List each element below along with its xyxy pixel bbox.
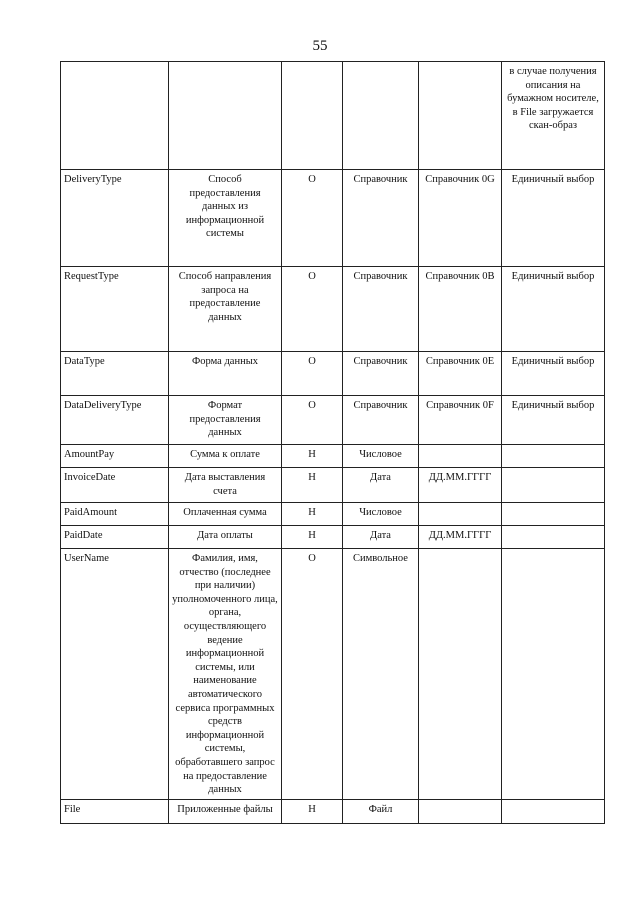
field-name-cell: PaidAmount [61,503,169,526]
field-format-cell: ДД.ММ.ГГГГ [419,526,502,549]
field-description-cell: Оплаченная сумма [169,503,282,526]
field-type-cell: Дата [343,526,419,549]
field-type-cell: Числовое [343,503,419,526]
field-description-cell: Способ предоставления данных из информационной системы [169,170,282,267]
table-row [61,396,605,445]
field-type-cell: Дата [343,468,419,503]
field-type-cell: Файл [343,799,419,823]
field-type-cell: Справочник [343,267,419,352]
field-description-cell: Дата оплаты [169,526,282,549]
table-row [61,445,605,468]
field-format-cell [419,503,502,526]
field-type-cell: Справочник [343,352,419,396]
field-note-cell: Единичный выбор [502,170,605,267]
field-required-cell: Н [282,445,343,468]
field-type-cell: Справочник [343,170,419,267]
field-required-cell [282,62,343,170]
field-note-cell: Единичный выбор [502,352,605,396]
field-name-cell: InvoiceDate [61,468,169,503]
field-description-cell [169,62,282,170]
field-required-cell: Н [282,526,343,549]
field-note-cell [502,503,605,526]
field-format-cell [419,62,502,170]
field-format-cell: Справочник 0E [419,352,502,396]
table-row [61,267,605,352]
field-required-cell: О [282,170,343,267]
field-name-cell [61,62,169,170]
table-row [61,468,605,503]
field-required-cell: Н [282,799,343,823]
table-row [61,62,605,170]
field-required-cell: О [282,267,343,352]
field-note-cell: в случае получения описания на бумажном носителе, в File загружается скан-образ [502,62,605,170]
table-row [61,352,605,396]
table-row [61,526,605,549]
table-row [61,503,605,526]
field-note-cell [502,799,605,823]
field-type-cell [343,62,419,170]
field-description-cell: Дата выставления счета [169,468,282,503]
page-number: 55 [312,38,328,54]
field-format-cell [419,445,502,468]
field-note-cell: Единичный выбор [502,267,605,352]
field-format-cell: Справочник 0B [419,267,502,352]
field-note-cell [502,549,605,800]
field-format-cell: Справочник 0G [419,170,502,267]
field-name-cell: File [61,799,169,823]
field-required-cell: Н [282,468,343,503]
field-description-cell: Формат предоставления данных [169,396,282,445]
field-description-cell: Сумма к оплате [169,445,282,468]
field-type-cell: Справочник [343,396,419,445]
field-description-cell: Форма данных [169,352,282,396]
field-type-cell: Символьное [343,549,419,800]
field-required-cell: Н [282,503,343,526]
field-format-cell [419,549,502,800]
field-description-cell: Способ направления запроса на предоставление данных [169,267,282,352]
field-name-cell: DataDeliveryType [61,396,169,445]
field-name-cell: DataType [61,352,169,396]
field-required-cell: О [282,352,343,396]
field-note-cell: Единичный выбор [502,396,605,445]
field-name-cell: AmountPay [61,445,169,468]
table-row [61,170,605,267]
table-row [61,799,605,823]
field-name-cell: RequestType [61,267,169,352]
table-row [61,549,605,800]
field-format-cell: Справочник 0F [419,396,502,445]
field-required-cell: О [282,396,343,445]
field-description-cell: Фамилия, имя, отчество (последнее при наличии) уполномоченного лица, органа, осуществляющего ведение информационной системы, или наименование автоматического сервиса программных средств информационной системы, обработавшего запрос на предоставление данных [169,549,282,800]
field-format-cell: ДД.ММ.ГГГГ [419,468,502,503]
field-required-cell: О [282,549,343,800]
field-format-cell [419,799,502,823]
field-note-cell [502,468,605,503]
field-note-cell [502,526,605,549]
field-note-cell [502,445,605,468]
field-type-cell: Числовое [343,445,419,468]
field-description-cell: Приложенные файлы [169,799,282,823]
field-name-cell: UserName [61,549,169,800]
field-name-cell: DeliveryType [61,170,169,267]
field-name-cell: PaidDate [61,526,169,549]
field-spec-table [60,61,605,824]
